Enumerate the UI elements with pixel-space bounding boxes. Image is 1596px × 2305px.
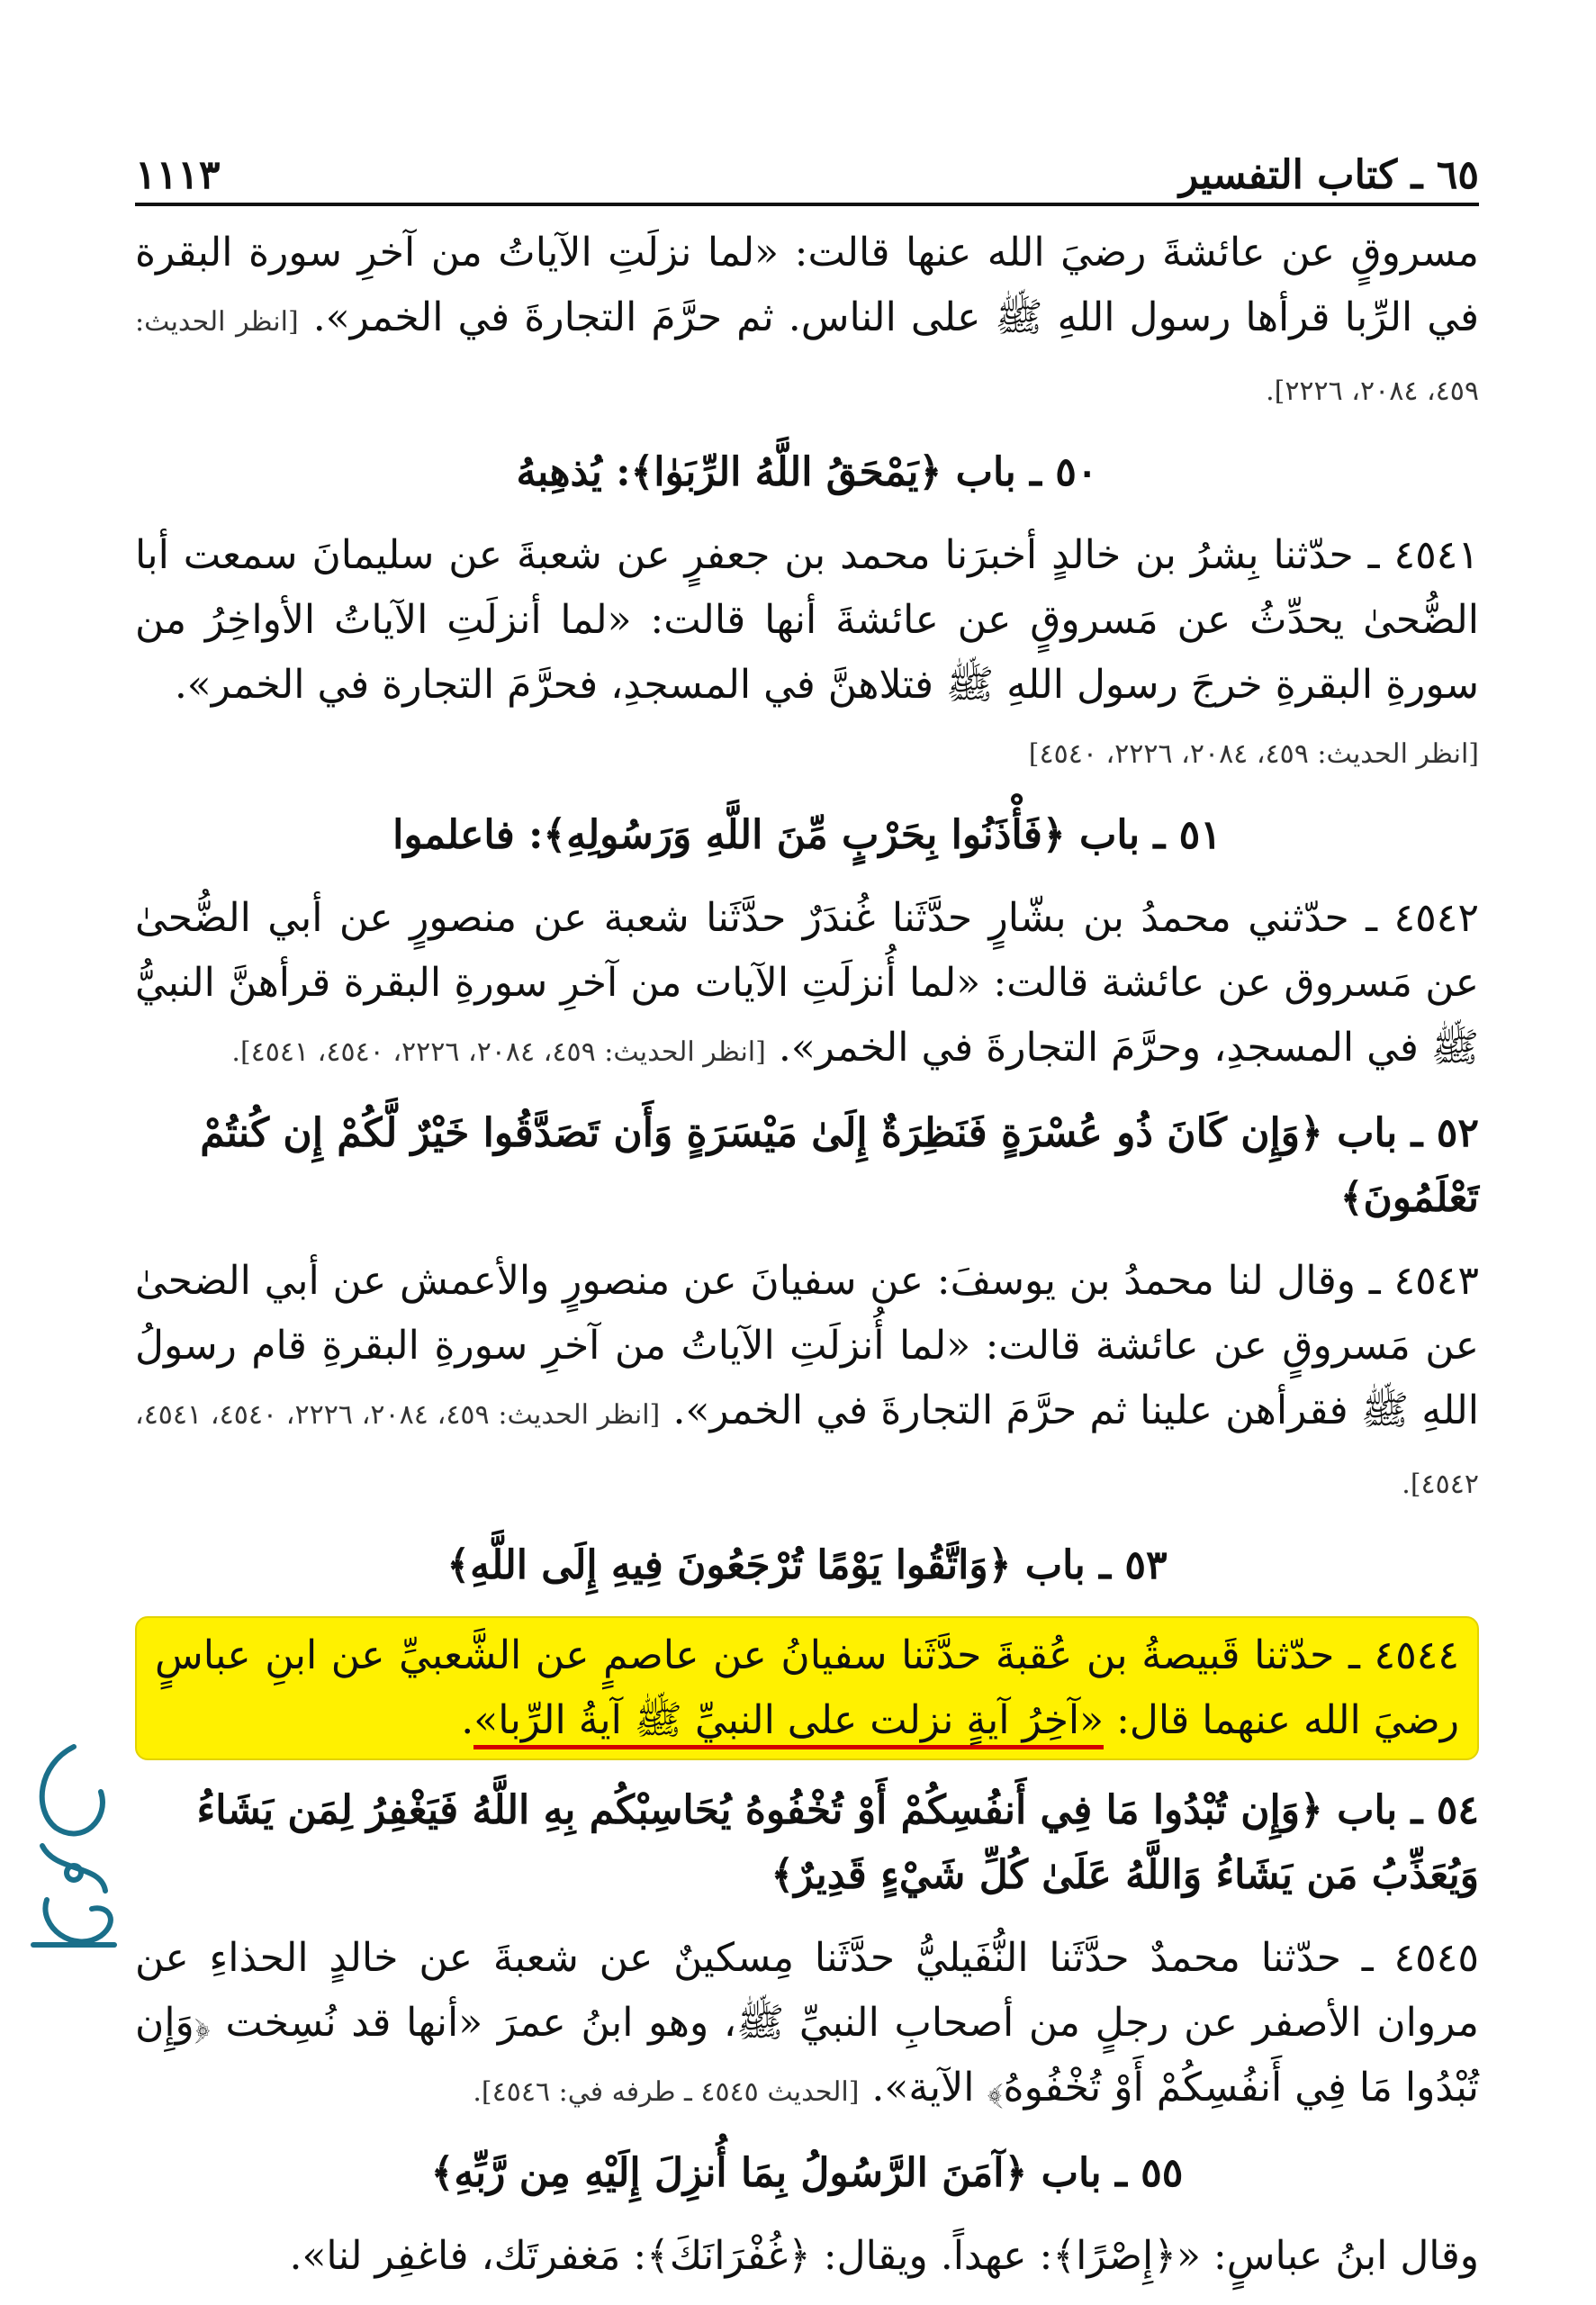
- chapter-heading: ٥٥ ـ باب ﴿آمَنَ الرَّسُولُ بِمَا أُنزِلَ إِلَيْهِ مِن رَّبِّهِ﴾: [430, 2150, 1184, 2196]
- chapter-heading: ٥٣ ـ باب ﴿وَاتَّقُوا يَوْمًا تُرْجَعُونَ فِيهِ إِلَى اللَّهِ﴾: [446, 1542, 1168, 1588]
- chapter-heading: ٥٤ ـ باب ﴿وَإِن تُبْدُوا مَا فِي أَنفُسِكُمْ أَوْ تُخْفُوهُ يُحَاسِبْكُم بِهِ اللَّهُ فَيَغْفِرُ لِمَن يَشَاءُ وَيُعَذِّبُ مَن يَشَاءُ وَاللَّهُ عَلَىٰ كُلِّ شَيْءٍ قَدِيرٌ﴾: [196, 1787, 1479, 1898]
- hadith-paragraph: ٤٥٤٢ ـ حدّثني محمدُ بن بشّارٍ حدَّثَنا غُندَرٌ حدَّثَنا شعبة عن منصورٍ عن أبي الضُّحىٰ عن مَسروق عن عائشة قالت: «لما أُنزلَتِ الآيات من آخرِ سورةِ البقرة قرأهنَّ النبيُّ ﷺ في المسجدِ، وحرَّمَ التجارةَ في الخمر». [انظر الحديث: ٤٥٩، ٢٠٨٤، ٢٢٢٦، ٤٥٤٠، ٤٥٤١].: [135, 895, 1479, 1071]
- closing-paragraph: وقال ابنُ عباسٍ: «﴿إِصْرًا﴾: عهداً. ويقال: ﴿غُفْرَانَكَ﴾: مَغفرتَك، فاغفِر لنا».: [289, 2233, 1479, 2279]
- hadith-paragraph: ٤٥٤٥ ـ حدّثنا محمدٌ حدَّثَنا النُّفَيليُّ حدَّثَنا مِسكينٌ عن شعبةَ عن خالدٍ الحذاءِ عن مروان الأصفر عن رجلٍ من أصحابِ النبيِّ ﷺ، وهو ابنُ عمرَ «أنها قد نُسِخت ﴿وَإِن تُبْدُوا مَا فِي أَنفُسِكُمْ أَوْ تُخْفُوهُ﴾ الآية». [الحديث ٤٥٤٥ ـ طرفه في: ٤٥٤٦].: [135, 1935, 1479, 2111]
- chapter-heading: ٥٢ ـ باب ﴿وَإِن كَانَ ذُو عُسْرَةٍ فَنَظِرَةٌ إِلَىٰ مَيْسَرَةٍ وَأَن تَصَدَّقُوا خَيْرٌ لَّكُمْ إِن كُنتُمْ تَعْلَمُونَ﴾: [200, 1110, 1479, 1221]
- chapter-title: ٦٥ ـ كتاب التفسير: [1178, 152, 1479, 198]
- hadith-paragraph: ٤٥٤٣ ـ وقال لنا محمدُ بن يوسفَ: عن سفيانَ عن منصورٍ والأعمش عن أبي الضحىٰ عن مَسروقٍ عن عائشة قالت: «لما أُنزلَتِ الآياتُ من آخرِ سورةِ البقرةِ قام رسولُ اللهِ ﷺ فقرأهن علينا ثم حرَّمَ التجارةَ في الخمر». [انظر الحديث: ٤٥٩، ٢٠٨٤، ٢٢٢٦، ٤٥٤٠، ٤٥٤١، ٤٥٤٢].: [135, 1258, 1480, 1500]
- page-header: [135, 135, 1479, 198]
- header-rule: [135, 203, 1479, 206]
- cross-reference: [انظر الحديث: ٤٥٩، ٢٠٨٤، ٢٢٢٦].: [135, 306, 1479, 407]
- highlighted-hadith: ٤٥٤٤ ـ حدّثنا قَبيصةُ بن عُقبةَ حدَّثَنا سفيانُ عن عاصمٍ عن الشَّعبيِّ عن ابنِ عباسٍ رضيَ الله عنهما قال: «آخِرُ آيةٍ نزلت على النبيِّ ﷺ آيةُ الرِّبا».: [135, 1616, 1479, 1760]
- hadith-paragraph: مسروقٍ عن عائشةَ رضيَ الله عنها قالت: «لما نزلَتِ الآياتُ من آخرِ سورة البقرة في الرِّبا قرأها رسول اللهِ ﷺ على الناس. ثم حرَّمَ التجارةَ في الخمر». [انظر الحديث: ٤٥٩، ٢٠٨٤، ٢٢٢٦].: [135, 230, 1479, 407]
- cross-reference: [انظر الحديث: ٤٥٩، ٢٠٨٤، ٢٢٢٦، ٤٥٤٠، ٤٥٤١، ٤٥٤٢].: [135, 1399, 1479, 1500]
- cross-reference: [الحديث ٤٥٤٥ ـ طرفه في: ٤٥٤٦].: [473, 2076, 860, 2108]
- hadith-paragraph: ٤٥٤١ ـ حدّثنا بِشرُ بن خالدٍ أخبرَنا محمد بن جعفرٍ عن شعبةَ عن سليمانَ سمعت أبا الضُّحىٰ يحدِّثُ عن مَسروقٍ عن عائشةَ أنها قالت: «لما أنزلَتِ الآياتُ الأواخِرُ من سورةِ البقرةِ خرجَ رسول اللهِ ﷺ فتلاهنَّ في المسجدِ، فحرَّمَ التجارة في الخمر». [انظر الحديث: ٤٥٩، ٢٠٨٤، ٢٢٢٦، ٤٥٤٠]: [135, 532, 1479, 770]
- chapter-heading: ٥٠ ـ باب ﴿يَمْحَقُ اللَّهُ الرِّبَوٰا﴾: يُذهِبهُ: [516, 449, 1098, 495]
- underlined-quote: «آخِرُ آيةٍ نزلت على النبيِّ ﷺ آيةُ الرِّبا»: [473, 1697, 1104, 1749]
- cross-reference: [انظر الحديث: ٤٥٩، ٢٠٨٤، ٢٢٢٦، ٤٥٤٠]: [1028, 738, 1479, 770]
- calligraphy-logo: [20, 1729, 128, 1972]
- cross-reference: [انظر الحديث: ٤٥٩، ٢٠٨٤، ٢٢٢٦، ٤٥٤٠، ٤٥٤١].: [231, 1036, 766, 1068]
- page-number: ١١١٣: [135, 152, 221, 198]
- page-content: [135, 221, 1479, 2305]
- chapter-heading: ٥١ ـ باب ﴿فَأْذَنُوا بِحَرْبٍ مِّنَ اللَّهِ وَرَسُولِهِ﴾: فاعلموا: [392, 812, 1222, 858]
